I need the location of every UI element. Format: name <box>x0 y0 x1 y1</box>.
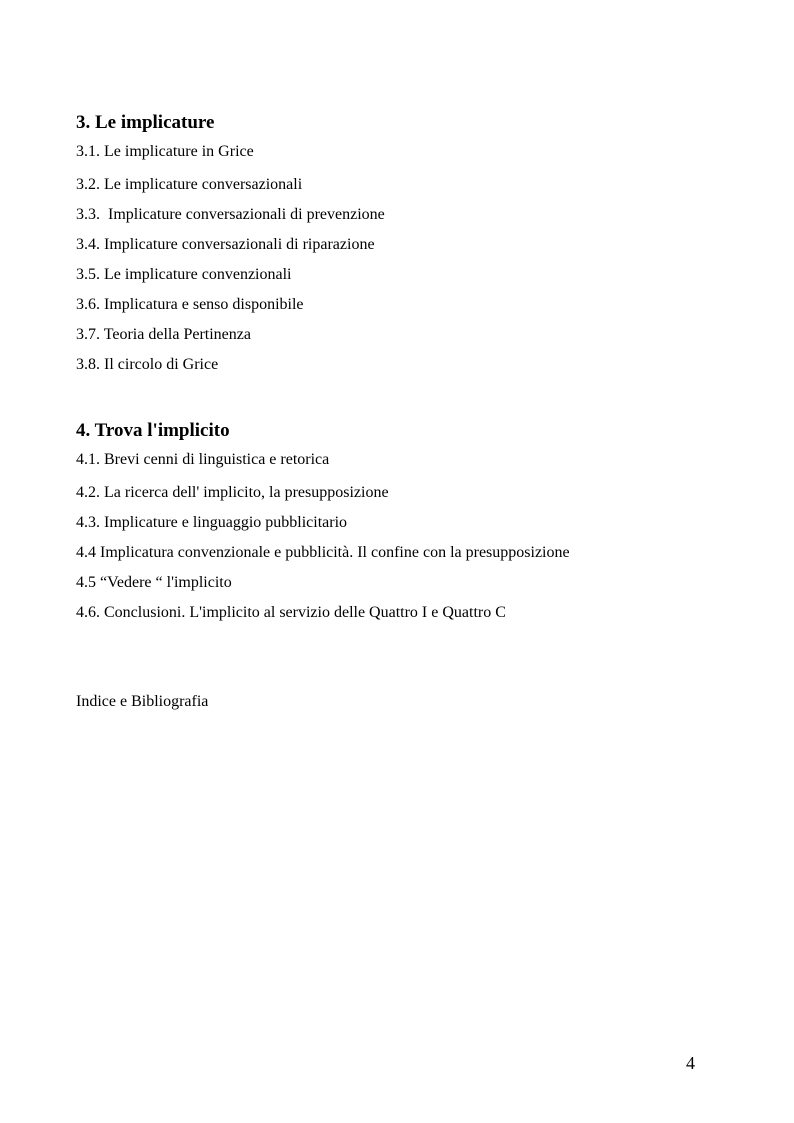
toc-item: 4.2. La ricerca dell' implicito, la presupposizione <box>76 484 389 501</box>
toc-item: 4.3. Implicature e linguaggio pubblicitario <box>76 514 348 531</box>
toc-item: 4.1. Brevi cenni di linguistica e retorica <box>76 451 330 468</box>
toc-item: 4.5 “Vedere “ l'implicito <box>76 574 232 591</box>
toc-item: 3.2. Le implicature conversazionali <box>76 176 303 193</box>
toc-item: 3.1. Le implicature in Grice <box>76 143 254 160</box>
toc-item: 3.3. Implicature conversazionali di prevenzione <box>76 206 385 223</box>
toc-section-4 <box>76 418 716 628</box>
toc-item: 3.5. Le implicature convenzionali <box>76 266 292 283</box>
section-title: 4. Trova l'implicito <box>76 420 230 441</box>
toc-item: 3.8. Il circolo di Grice <box>76 356 219 373</box>
index-bibliography-entry: Indice e Bibliografia <box>76 693 209 710</box>
toc-section-3 <box>76 110 716 380</box>
section-title: 3. Le implicature <box>76 112 215 133</box>
toc-list <box>76 448 716 628</box>
page-number: 4 <box>686 1053 695 1073</box>
toc-item: 3.6. Implicatura e senso disponibile <box>76 296 304 313</box>
toc-item: 4.6. Conclusioni. L'implicito al servizio delle Quattro I e Quattro C <box>76 604 506 621</box>
toc-item: 4.4 Implicatura convenzionale e pubblicità. Il confine con la presupposizione <box>76 544 570 561</box>
toc-item: 3.7. Teoria della Pertinenza <box>76 326 251 343</box>
toc-list <box>76 140 716 380</box>
toc-item: 3.4. Implicature conversazionali di riparazione <box>76 236 375 253</box>
